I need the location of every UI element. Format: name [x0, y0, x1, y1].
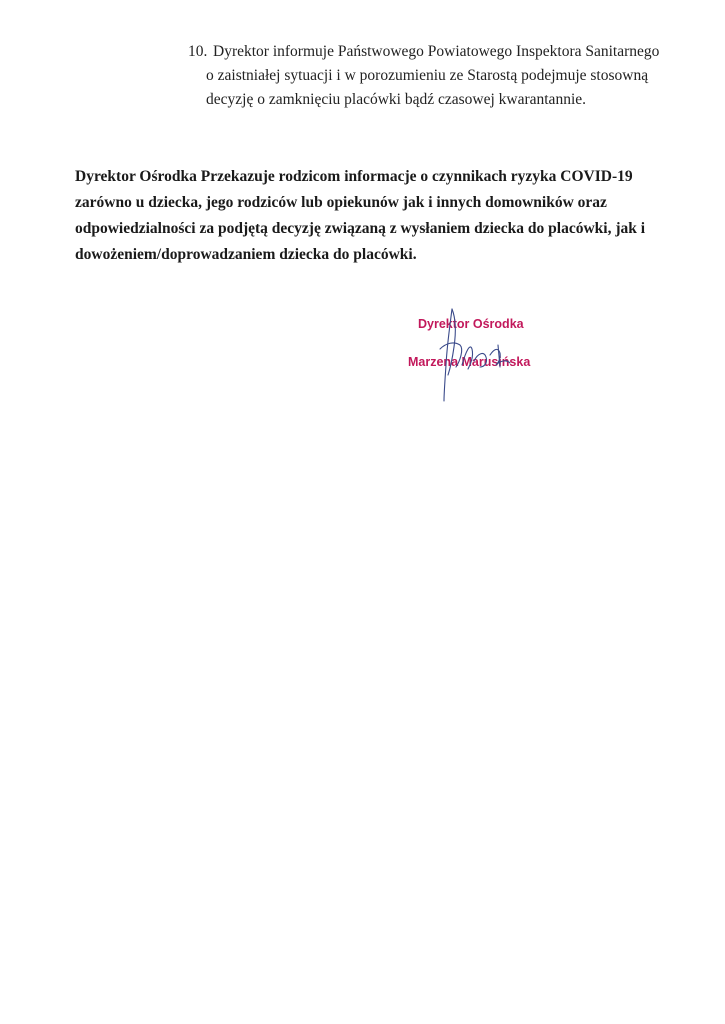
- notice-line-2: zarówno u dziecka, jego rodziców lub opiekunów jak i innych domowników oraz: [75, 194, 607, 211]
- director-stamp: [400, 305, 580, 405]
- list-item-line-3: decyzję o zamknięciu placówki bądź czasowej kwarantannie.: [206, 91, 586, 108]
- stamp-title: Dyrektor Ośrodka: [418, 317, 524, 331]
- covid-notice-paragraph: [75, 164, 715, 268]
- notice-line-1: Dyrektor Ośrodka Przekazuje rodzicom informacje o czynnikach ryzyka COVID-19: [75, 168, 633, 185]
- stamp-name: Marzena Marusińska: [408, 355, 531, 369]
- list-item-line-2: o zaistniałej sytuacji i w porozumieniu ze Starostą podejmuje stosowną: [206, 67, 649, 84]
- notice-line-3: odpowiedzialności za podjętą decyzję związaną z wysłaniem dziecka do placówki, jak i: [75, 220, 646, 237]
- list-item-number: 10.: [188, 43, 208, 60]
- notice-line-4: dowożeniem/doprowadzaniem dziecka do placówki.: [75, 246, 417, 263]
- list-item-10: [188, 40, 708, 112]
- list-item-line-1: Dyrektor informuje Państwowego Powiatowego Inspektora Sanitarnego: [213, 43, 660, 60]
